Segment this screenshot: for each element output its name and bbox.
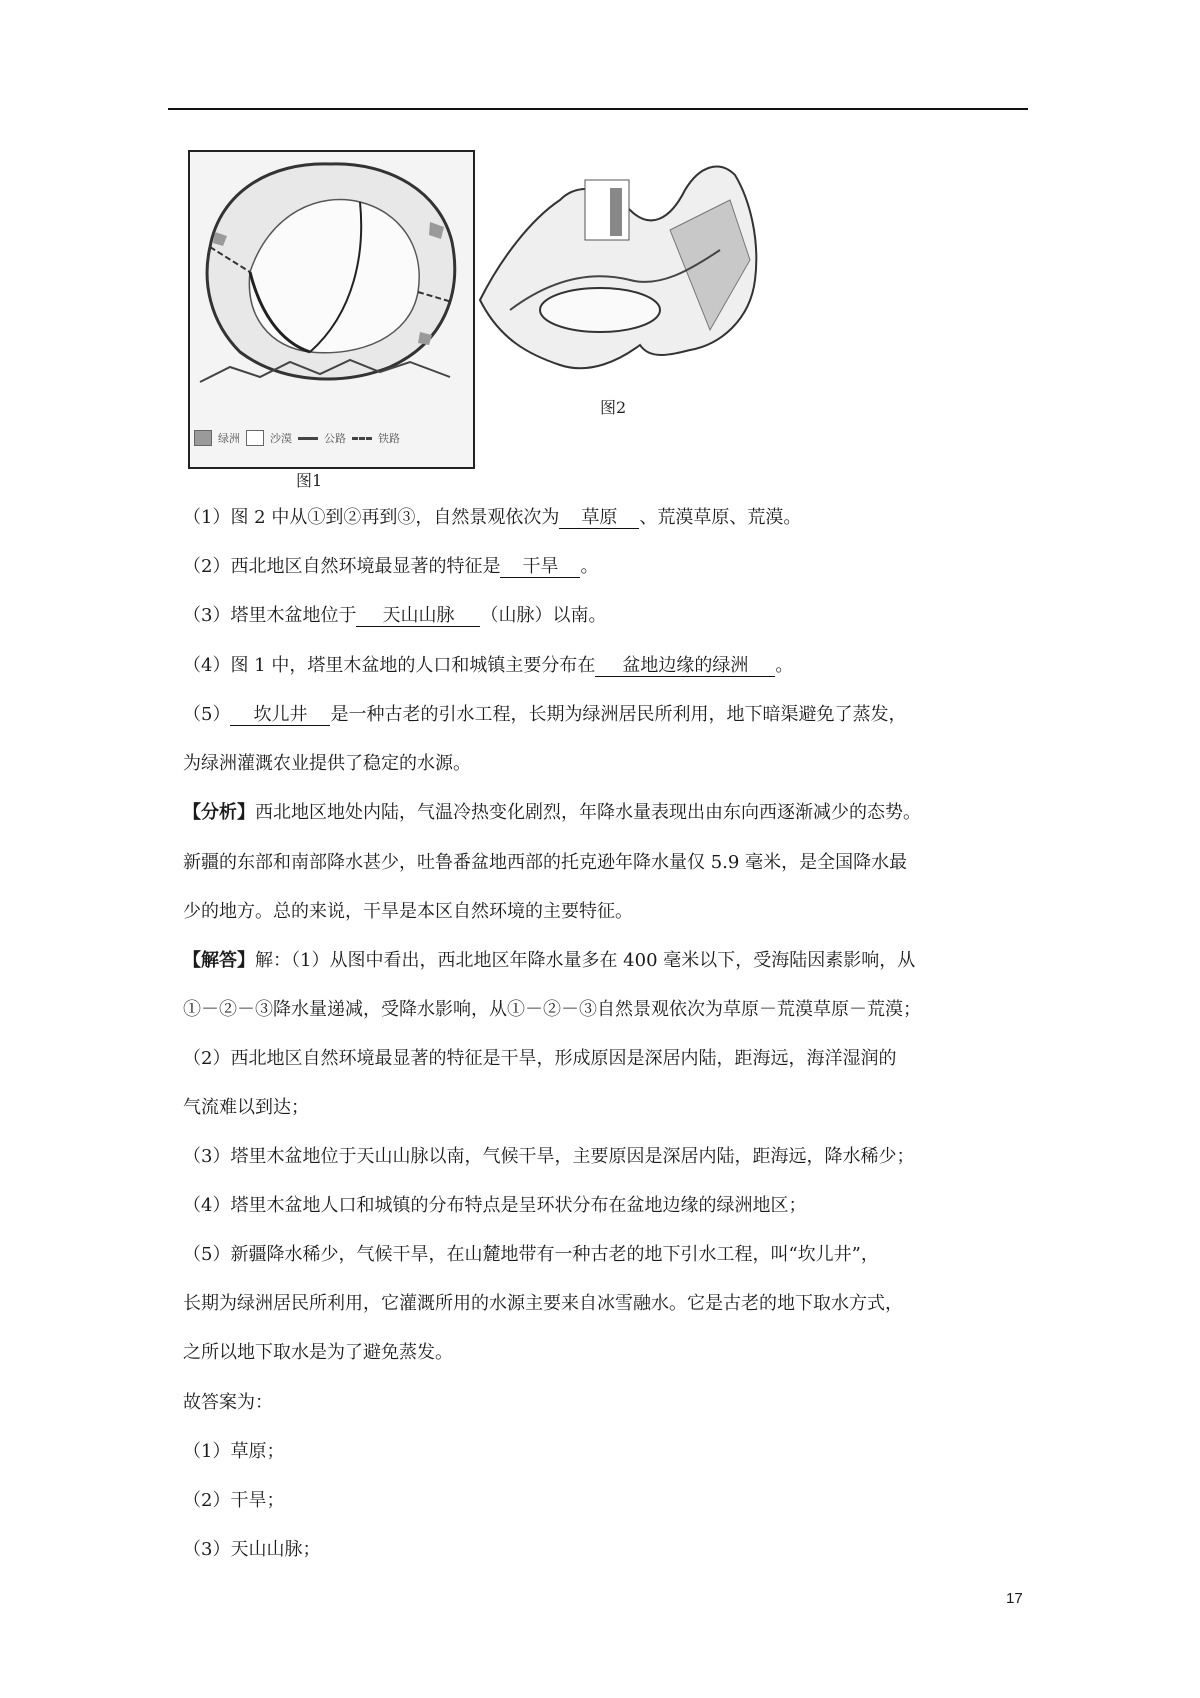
figure-1-legend — [194, 422, 464, 454]
solution-line-8: 长期为绿洲居民所利用，它灌溉所用的水源主要来自冰雪融水。它是古老的地下取水方式， — [183, 1293, 903, 1314]
answer-blank-5: 坎儿井 — [230, 705, 330, 726]
railway-legend-line — [352, 437, 372, 440]
analysis-label: 【分析】 — [183, 802, 255, 823]
solution-line-4: 气流难以到达； — [183, 1097, 309, 1118]
page-number: 17 — [1006, 1590, 1023, 1607]
legend-label-desert: 沙漠 — [270, 432, 292, 445]
question-4: （4）图 1 中，塔里木盆地的人口和城镇主要分布在 盆地边缘的绿洲 。 — [183, 655, 794, 676]
conclusion-answer-3: （3）天山山脉； — [183, 1539, 321, 1560]
question-5-continuation: 为绿洲灌溉农业提供了稳定的水源。 — [183, 753, 471, 774]
solution-line-5: （3）塔里木盆地位于天山山脉以南，气候干旱，主要原因是深居内陆，距海远，降水稀少； — [183, 1146, 915, 1167]
answer-blank-2: 干旱 — [500, 557, 580, 578]
question-1: （1）图 2 中从①到②再到③，自然景观依次为 草原 、荒漠草原、荒漠。 — [183, 507, 802, 528]
header-rule — [168, 108, 1028, 110]
solution-line-2: ①－②－③降水量递减，受降水影响，从①－②－③自然景观依次为草原－荒漠草原－荒漠； — [183, 999, 921, 1020]
figure-1-caption: 图1 — [296, 471, 323, 490]
answer-blank-1: 草原 — [559, 508, 639, 529]
solution-line-6: （4）塔里木盆地人口和城镇的分布特点是呈环状分布在盆地边缘的绿洲地区； — [183, 1195, 807, 1216]
tarim-basin-map-icon — [190, 152, 473, 422]
analysis-line-2: 新疆的东部和南部降水甚少，吐鲁番盆地西部的托克逊年降水量仅 5.9 毫米，是全国降水最 — [183, 852, 908, 873]
solution-line-9: 之所以地下取水是为了避免蒸发。 — [183, 1342, 453, 1363]
question-5: （5） 坎儿井 是一种古老的引水工程，长期为绿洲居民所利用，地下暗渠避免了蒸发， — [183, 704, 907, 725]
legend-label-railway: 铁路 — [378, 432, 400, 445]
question-2: （2）西北地区自然环境最显著的特征是 干旱 。 — [183, 556, 599, 577]
solution-label: 【解答】 — [183, 950, 255, 971]
answer-blank-3: 天山山脉 — [356, 606, 480, 627]
figure-2-caption: 图2 — [600, 398, 627, 417]
analysis-line-1: 【分析】西北地区地处内陆，气温冷热变化剧烈，年降水量表现出由东向西逐渐减少的态势。 — [183, 802, 921, 823]
desert-legend-swatch — [246, 430, 264, 446]
answer-blank-4: 盆地边缘的绿洲 — [595, 656, 775, 677]
northwest-region-map-icon — [470, 160, 790, 400]
legend-label-highway: 公路 — [324, 432, 346, 445]
oasis-legend-swatch — [194, 430, 212, 446]
highway-legend-line — [298, 437, 318, 440]
legend-label-oasis: 绿洲 — [218, 432, 240, 445]
question-3: （3）塔里木盆地位于 天山山脉 （山脉）以南。 — [183, 605, 607, 626]
analysis-line-3: 少的地方。总的来说，干旱是本区自然环境的主要特征。 — [183, 901, 633, 922]
solution-line-7: （5）新疆降水稀少，气候干旱，在山麓地带有一种古老的地下引水工程，叫“坎儿井”， — [183, 1244, 879, 1265]
solution-line-3: （2）西北地区自然环境最显著的特征是干旱，形成原因是深居内陆，距海远，海洋湿润的 — [183, 1048, 897, 1069]
solution-line-1: 【解答】解：（1）从图中看出，西北地区年降水量多在 400 毫米以下，受海陆因素影响，从 — [183, 950, 916, 971]
conclusion-answer-2: （2）干旱； — [183, 1490, 285, 1511]
conclusion-intro: 故答案为： — [183, 1392, 273, 1413]
conclusion-answer-1: （1）草原； — [183, 1441, 285, 1462]
